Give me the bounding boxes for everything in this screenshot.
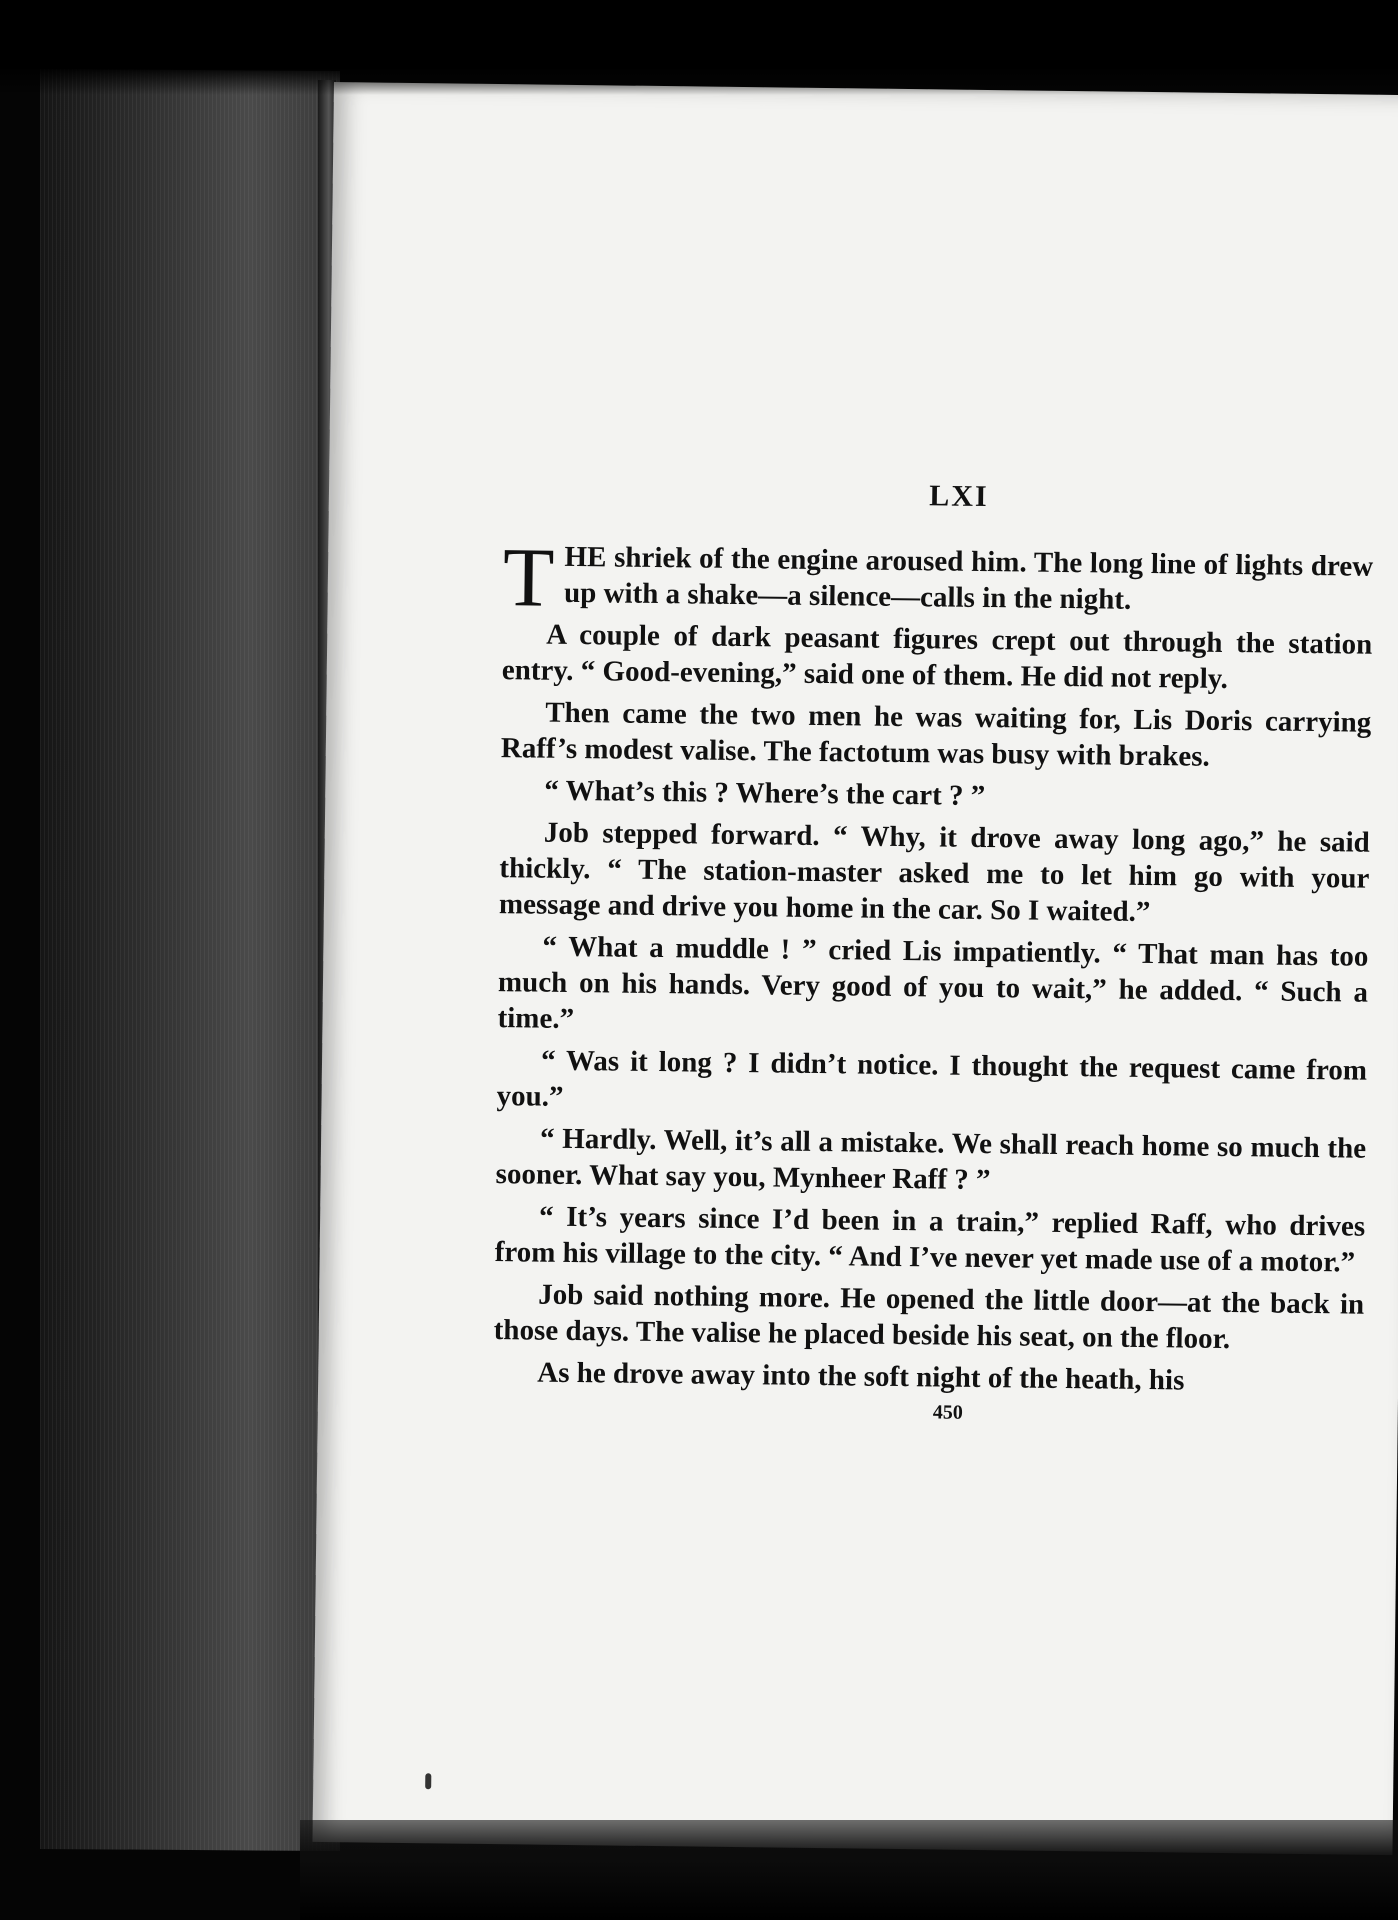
paragraph: As he drove away into the soft night of the heath, his bbox=[537, 1356, 1185, 1397]
book-spine bbox=[40, 69, 340, 1851]
top-shadow bbox=[0, 0, 1398, 95]
paragraph: “ What’s this ? Where’s the cart ? ” bbox=[544, 774, 986, 813]
paragraph: Job stepped forward. “ Why, it drove away long ago,” he said thickly. “ The station-master asked me to let him go with your message and drive you home in the car. So I waited.” bbox=[498, 816, 1370, 929]
bottom-shadow bbox=[300, 1820, 1398, 1920]
page-text bbox=[493, 474, 1374, 1430]
book-page bbox=[312, 82, 1398, 1855]
paragraph: A couple of dark peasant figures crept out through the station entry. “ Good-evening,” said one of them. He did not reply. bbox=[501, 618, 1373, 695]
paragraph: Then came the two men he was waiting for, Lis Doris carrying Raff’s modest valise. The factotum was busy with brakes. bbox=[500, 696, 1372, 773]
drop-cap: T bbox=[502, 531, 555, 625]
show-through-header bbox=[512, 202, 1212, 251]
paragraph: “ Hardly. Well, it’s all a mistake. We shall reach home so much the sooner. What say you, Mynheer Raff ? ” bbox=[495, 1122, 1367, 1197]
ink-smudge bbox=[425, 1773, 431, 1789]
paragraph: “ Was it long ? I didn’t notice. I thought the request came from you.” bbox=[496, 1044, 1368, 1113]
paragraph: “ It’s years since I’d been in a train,” replied Raff, who drives from his village to the city. “ And I’ve never yet made use of a motor.” bbox=[494, 1200, 1366, 1279]
paragraph: Job said nothing more. He opened the little door—at the back in those days. The valise he placed beside his seat, on the floor. bbox=[493, 1278, 1365, 1356]
paragraph-text: HE shriek of the engine aroused him. The long line of lights drew up with a shake—a silence—calls in the night. bbox=[563, 540, 1374, 616]
paragraph bbox=[502, 531, 1374, 625]
chapter-heading: LXI bbox=[929, 479, 989, 514]
page-number: 450 bbox=[932, 1401, 963, 1424]
paragraph: “ What a muddle ! ” cried Lis impatiently. “ That man has too much on his hands. Very good of you to wait,” he added. “ Such a time.” bbox=[497, 930, 1369, 1036]
